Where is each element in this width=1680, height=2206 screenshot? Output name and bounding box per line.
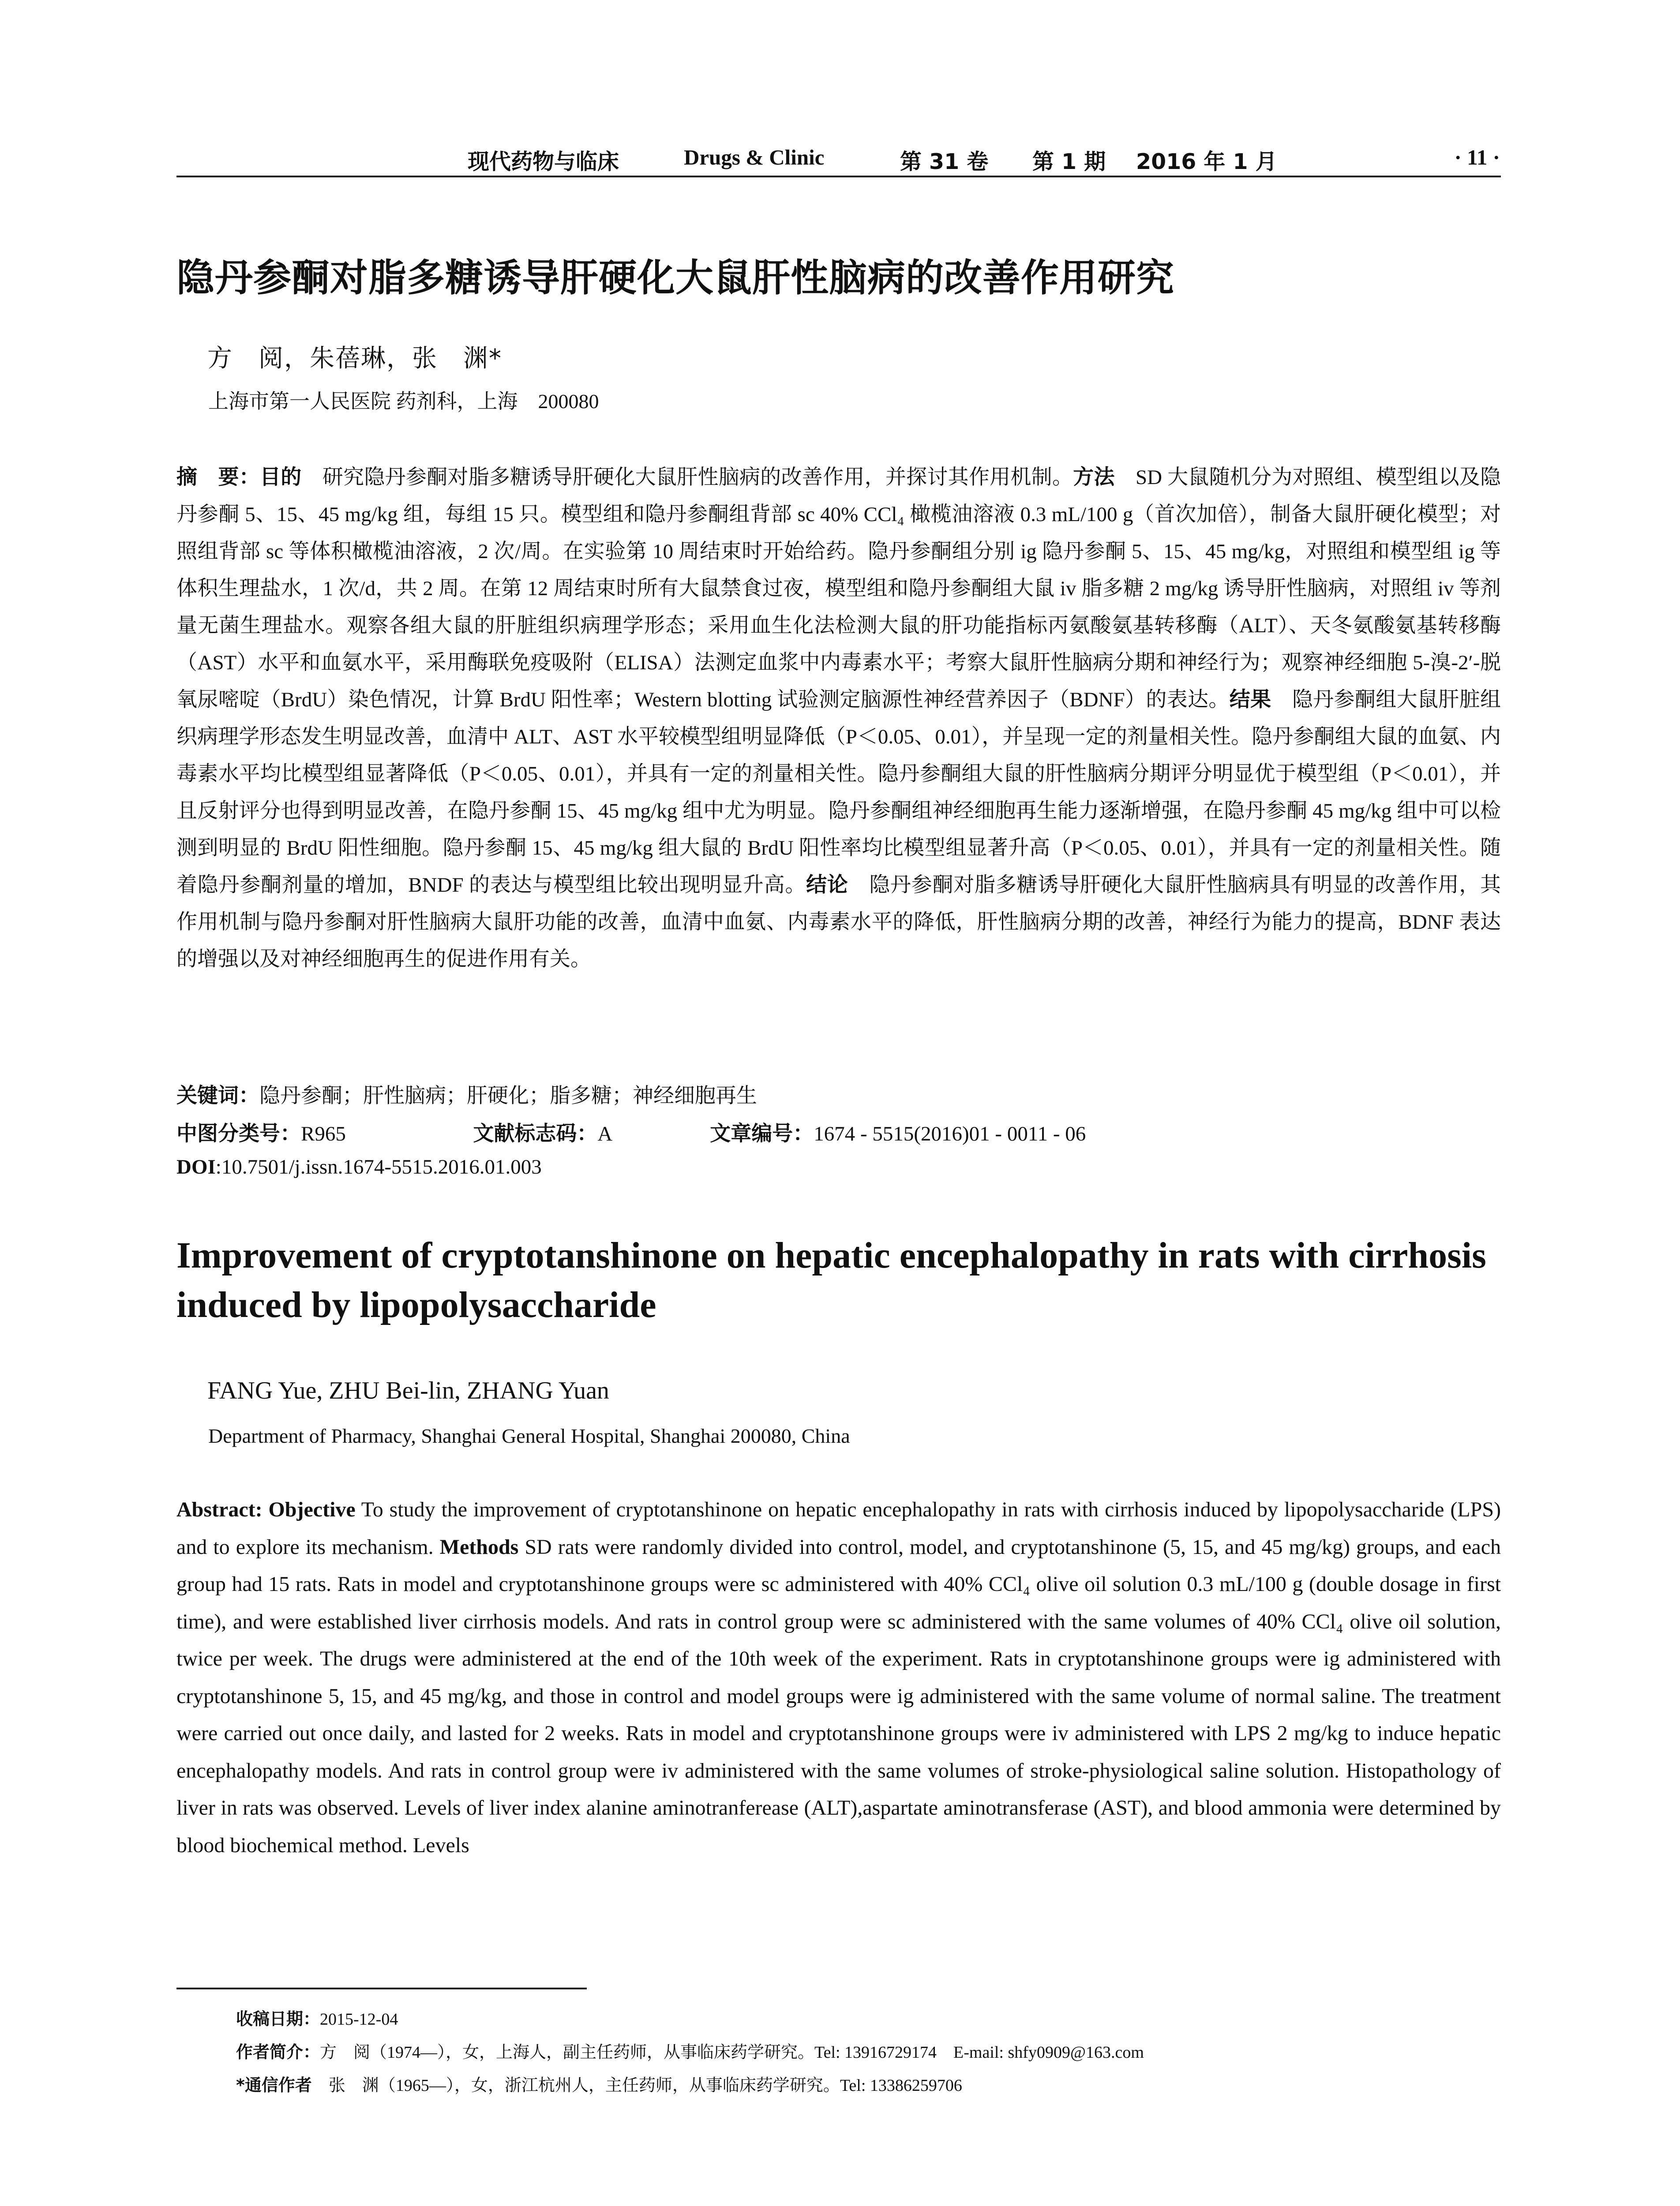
conclusion-cn-label: 结论 [806, 873, 848, 897]
abstract-en-label: Abstract: Objective [176, 1498, 356, 1521]
doc-code-label: 文献标志码： [473, 1122, 598, 1146]
conclusion-cn-text: 隐丹参酮对脂多糖诱导肝硬化大鼠肝性脑病具有明显的改善作用，其作用机制与隐丹参酮对肝性脑病大鼠肝功能的改善，血清中血氨、内毒素水平的降低，肝性脑病分期的改善，神经行为能力的提高，BDNF 表达的增强以及对神经细胞再生的促进作用有关。 [176, 874, 1501, 971]
title-cn: 隐丹参酮对脂多糖诱导肝硬化大鼠肝性脑病的改善作用研究 [176, 256, 1174, 300]
page-number: · 11 · [1454, 145, 1500, 169]
keywords-cn [176, 1079, 757, 1109]
footnote-rule [176, 1988, 587, 1989]
footnote-received [236, 2005, 398, 2030]
header-rule [176, 176, 1501, 177]
article-no-label: 文章编号： [710, 1122, 814, 1146]
clc-value: R965 [301, 1122, 346, 1145]
author-bio-text: 方 阅（1974—），女，上海人，副主任药师，从事临床药学研究。Tel: 13916729174 E-mail: shfy0909@163.com [320, 2043, 1144, 2062]
footnote-author [236, 2038, 1144, 2063]
issue-number: 第 1 期 [1032, 149, 1106, 174]
journal-name-en: Drugs & Clinic [684, 145, 825, 169]
keywords-text: 隐丹参酮；肝性脑病；肝硬化；脂多糖；神经细胞再生 [259, 1084, 757, 1107]
keywords-label: 关键词： [176, 1084, 259, 1108]
methods-cn-text: SD 大鼠随机分为对照组、模型组以及隐丹参酮 5、15、45 mg/kg 组，每组 15 只。模型组和隐丹参酮组背部 sc 40% CCl₄ 橄榄油溶液 0.3 mL/100 g（首次加倍），制备大鼠肝硬化模型；对照组背部 sc 等体积橄榄油溶液，2 次/周。在实验第 10 周结束时开始给药。隐丹参酮组分别 ig 隐丹参酮 5、15、45 mg/kg，对照组和模型组 ig 等体积生理盐水，1 次/d，共 2 周。在第 12 周结束时所有大鼠禁食过夜，模型组和隐丹参酮组大鼠 iv 脂多糖 2 mg/kg 诱导肝性脑病，对照组 iv 等剂量无菌生理盐水。观察各组大鼠的肝脏组织病理学形态；采用血生化法检测大鼠的肝功能指标丙氨酸氨基转移酶（ALT）、天冬氨酸氨基转移酶（AST）水平和血氨水平，采用酶联免疫吸附（ELISA）法测定血浆中内毒素水平；考察大鼠肝性脑病分期和神经行为；观察神经细胞 5-溴-2′-脱氧尿嘧啶（BrdU）染色情况，计算 BrdU 阳性率；Western blotting 试验测定脑源性神经营养因子（BDNF）的表达。 [176, 466, 1501, 711]
classification-row [176, 1117, 1086, 1147]
results-cn-label: 结果 [1229, 687, 1271, 712]
doi-row [176, 1155, 542, 1179]
clc-label: 中图分类号： [176, 1122, 301, 1146]
corresponding-label: *通信作者 [236, 2075, 312, 2095]
authors-cn: 方 阅，朱蓓琳，张 渊* [207, 344, 502, 373]
abstract-cn-label: 摘 要： [176, 465, 260, 489]
running-header [176, 140, 1500, 176]
authors-en: FANG Yue, ZHU Bei-lin, ZHANG Yuan [207, 1377, 609, 1404]
doc-code-value: A [597, 1122, 611, 1145]
received-date: 2015-12-04 [320, 2010, 398, 2029]
results-cn-text: 隐丹参酮组大鼠肝脏组织病理学形态发生明显改善，血清中 ALT、AST 水平较模型组明显降低（P＜0.05、0.01），并呈现一定的剂量相关性。隐丹参酮组大鼠的血氨、内毒素水平均比模型组显著降低（P＜0.05、0.01），并具有一定的剂量相关性。隐丹参酮组大鼠的肝性脑病分期评分明显优于模型组（P＜0.01），并且反射评分也得到明显改善，在隐丹参酮 15、45 mg/kg 组中尤为明显。隐丹参酮组神经细胞再生能力逐渐增强，在隐丹参酮 45 mg/kg 组中可以检测到明显的 BrdU 阳性细胞。隐丹参酮 15、45 mg/kg 组大鼠的 BrdU 阳性率均比模型组显著升高（P＜0.05、0.01），并具有一定的剂量相关性。随着隐丹参酮剂量的增加，BNDF 的表达与模型组比较出现明显升高。 [176, 688, 1501, 897]
corresponding-text: 张 渊（1965—），女，浙江杭州人，主任药师，从事临床药学研究。Tel: 13386259706 [311, 2076, 962, 2095]
objective-cn-label: 目的 [260, 465, 302, 489]
abstract-cn [176, 459, 1501, 978]
article-no-value: 1674 - 5515(2016)01 - 0011 - 06 [814, 1122, 1086, 1145]
title-en: Improvement of cryptotanshinone on hepatic encephalopathy in rats with cirrhosis induced by lipopolysaccharide [176, 1235, 1486, 1325]
author-bio-label: 作者简介： [236, 2042, 320, 2062]
doi-value: :10.7501/j.issn.1674-5515.2016.01.003 [215, 1156, 542, 1178]
received-label: 收稿日期： [236, 2009, 320, 2029]
objective-en-text: To study the improvement of cryptotanshinone on hepatic encephalopathy in rats with cirrhosis induced by lipopolysaccharide (LPS) and to explore its mechanism. [176, 1498, 1501, 1559]
methods-en-text: SD rats were randomly divided into control, model, and cryptotanshinone (5, 15, and 45 mg/kg) groups, and each group had 15 rats. Rats in model and cryptotanshinone groups were sc administered with 40% CCl₄ olive oil solution 0.3 mL/100 g (double dosage in first time), and were established liver cirrhosis models. And rats in control group were sc administered with the same volumes of 40% CCl₄ olive oil solution, twice per week. The drugs were administered at the end of the 10th week of the experiment. Rats in cryptotanshinone groups were ig administered with cryptotanshinone 5, 15, and 45 mg/kg, and those in control and model groups were ig administered with the same volume of normal saline. The treatment were carried out once daily, and lasted for 2 weeks. Rats in model and cryptotanshinone groups were iv administered with LPS 2 mg/kg to induce hepatic encephalopathy models. And rats in control group were iv administered with the same volumes of stroke-physiological saline solution. Histopathology of liver in rats was observed. Levels of liver index alanine aminotranferease (ALT),aspartate aminotransferase (AST), and blood ammonia were determined by blood biochemical method. Levels [176, 1535, 1501, 1857]
publication-date: 2016 年 1 月 [1136, 149, 1277, 174]
affiliation-cn: 上海市第一人民医院 药剂科，上海 200080 [208, 390, 599, 413]
methods-cn-label: 方法 [1073, 465, 1115, 489]
doi-label: DOI [176, 1156, 216, 1178]
footnote-corresponding [236, 2071, 962, 2096]
objective-cn-text: 研究隐丹参酮对脂多糖诱导肝硬化大鼠肝性脑病的改善作用，并探讨其作用机制。 [301, 466, 1073, 489]
journal-name-cn: 现代药物与临床 [468, 149, 619, 174]
volume-number: 第 31 卷 [900, 149, 989, 174]
abstract-en [176, 1491, 1501, 1864]
affiliation-en: Department of Pharmacy, Shanghai General Hospital, Shanghai 200080, China [208, 1425, 850, 1447]
methods-en-label: Methods [439, 1535, 519, 1559]
